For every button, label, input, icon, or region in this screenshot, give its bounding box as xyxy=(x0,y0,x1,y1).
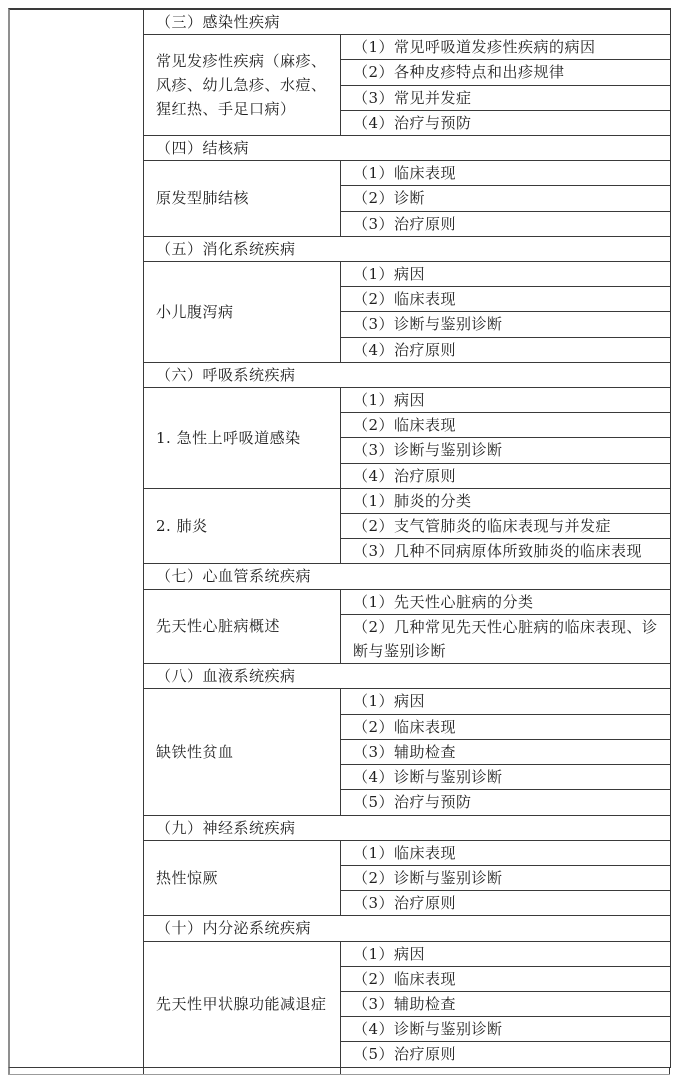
section-header-row xyxy=(144,136,671,161)
item-cell: （3）常见并发症 xyxy=(341,85,671,110)
section-header-row xyxy=(144,664,671,689)
topic-cell: 2. 肺炎 xyxy=(144,488,341,564)
section-header-row xyxy=(144,564,671,589)
item-cell: （1）常见呼吸道发疹性疾病的病因 xyxy=(341,35,671,60)
item-cell: （4）诊断与鉴别诊断 xyxy=(341,765,671,790)
section-title-cell: （七）心血管系统疾病 xyxy=(144,564,671,589)
item-cell: （2）诊断与鉴别诊断 xyxy=(341,865,671,890)
topic-cell: 先天性甲状腺功能减退症 xyxy=(144,941,341,1067)
item-row xyxy=(144,388,671,413)
section-header-row xyxy=(144,916,671,941)
item-cell: （2）临床表现 xyxy=(341,714,671,739)
item-cell: （1）病因 xyxy=(341,388,671,413)
item-cell: （2）临床表现 xyxy=(341,966,671,991)
item-row xyxy=(144,689,671,714)
item-cell: （3）辅助检查 xyxy=(341,739,671,764)
item-cell: （1）病因 xyxy=(341,689,671,714)
item-cell: （3）辅助检查 xyxy=(341,991,671,1016)
topic-cell: 先天性心脏病概述 xyxy=(144,589,341,664)
section-header-row xyxy=(144,9,671,35)
item-cell: （3）诊断与鉴别诊断 xyxy=(341,312,671,337)
item-row xyxy=(144,589,671,614)
topic-cell: 常见发疹性疾病（麻疹、风疹、幼儿急疹、水痘、猩红热、手足口病） xyxy=(144,35,341,136)
item-cell: （2）临床表现 xyxy=(341,413,671,438)
section-title-cell: （六）呼吸系统疾病 xyxy=(144,362,671,387)
item-cell: （1）肺炎的分类 xyxy=(341,488,671,513)
continuation-item-segment xyxy=(340,1068,670,1074)
continuation-left-segment xyxy=(8,1068,143,1074)
item-row xyxy=(144,941,671,966)
item-cell: （2）诊断 xyxy=(341,186,671,211)
topic-cell: 热性惊厥 xyxy=(144,840,341,916)
section-header-row xyxy=(144,815,671,840)
item-cell: （2）支气管肺炎的临床表现与并发症 xyxy=(341,514,671,539)
category-cell-empty xyxy=(8,8,143,1068)
topic-cell: 原发型肺结核 xyxy=(144,161,341,237)
item-cell: （2）几种常见先天性心脏病的临床表现、诊断与鉴别诊断 xyxy=(341,614,671,663)
item-cell: （1）病因 xyxy=(341,941,671,966)
syllabus-table xyxy=(143,8,671,1068)
section-title-cell: （九）神经系统疾病 xyxy=(144,815,671,840)
section-header-row xyxy=(144,362,671,387)
item-cell: （5）治疗原则 xyxy=(341,1042,671,1067)
item-cell: （5）治疗与预防 xyxy=(341,790,671,815)
topic-cell: 缺铁性贫血 xyxy=(144,689,341,815)
item-cell: （4）治疗原则 xyxy=(341,337,671,362)
section-title-cell: （三）感染性疾病 xyxy=(144,9,671,35)
item-cell: （1）先天性心脏病的分类 xyxy=(341,589,671,614)
item-cell: （4）治疗与预防 xyxy=(341,110,671,135)
table-band xyxy=(8,8,670,1068)
item-cell: （1）临床表现 xyxy=(341,840,671,865)
item-cell: （3）诊断与鉴别诊断 xyxy=(341,438,671,463)
item-cell: （3）几种不同病原体所致肺炎的临床表现 xyxy=(341,539,671,564)
syllabus-table-body xyxy=(144,9,671,1067)
topic-cell: 小儿腹泻病 xyxy=(144,262,341,363)
section-title-cell: （四）结核病 xyxy=(144,136,671,161)
section-title-cell: （八）血液系统疾病 xyxy=(144,664,671,689)
topic-cell: 1. 急性上呼吸道感染 xyxy=(144,388,341,489)
item-row xyxy=(144,262,671,287)
section-title-cell: （十）内分泌系统疾病 xyxy=(144,916,671,941)
item-cell: （3）治疗原则 xyxy=(341,211,671,236)
item-row xyxy=(144,840,671,865)
item-cell: （1）病因 xyxy=(341,262,671,287)
item-cell: （2）临床表现 xyxy=(341,287,671,312)
item-row xyxy=(144,35,671,60)
item-row xyxy=(144,161,671,186)
item-cell: （3）治疗原则 xyxy=(341,891,671,916)
item-cell: （2）各种皮疹特点和出疹规律 xyxy=(341,60,671,85)
item-cell: （4）治疗原则 xyxy=(341,463,671,488)
table-sheet xyxy=(8,8,670,1075)
item-cell: （1）临床表现 xyxy=(341,161,671,186)
continuation-row xyxy=(8,1068,670,1075)
item-cell: （4）诊断与鉴别诊断 xyxy=(341,1017,671,1042)
section-title-cell: （五）消化系统疾病 xyxy=(144,236,671,261)
section-header-row xyxy=(144,236,671,261)
item-row xyxy=(144,488,671,513)
continuation-topic-segment xyxy=(143,1068,340,1074)
